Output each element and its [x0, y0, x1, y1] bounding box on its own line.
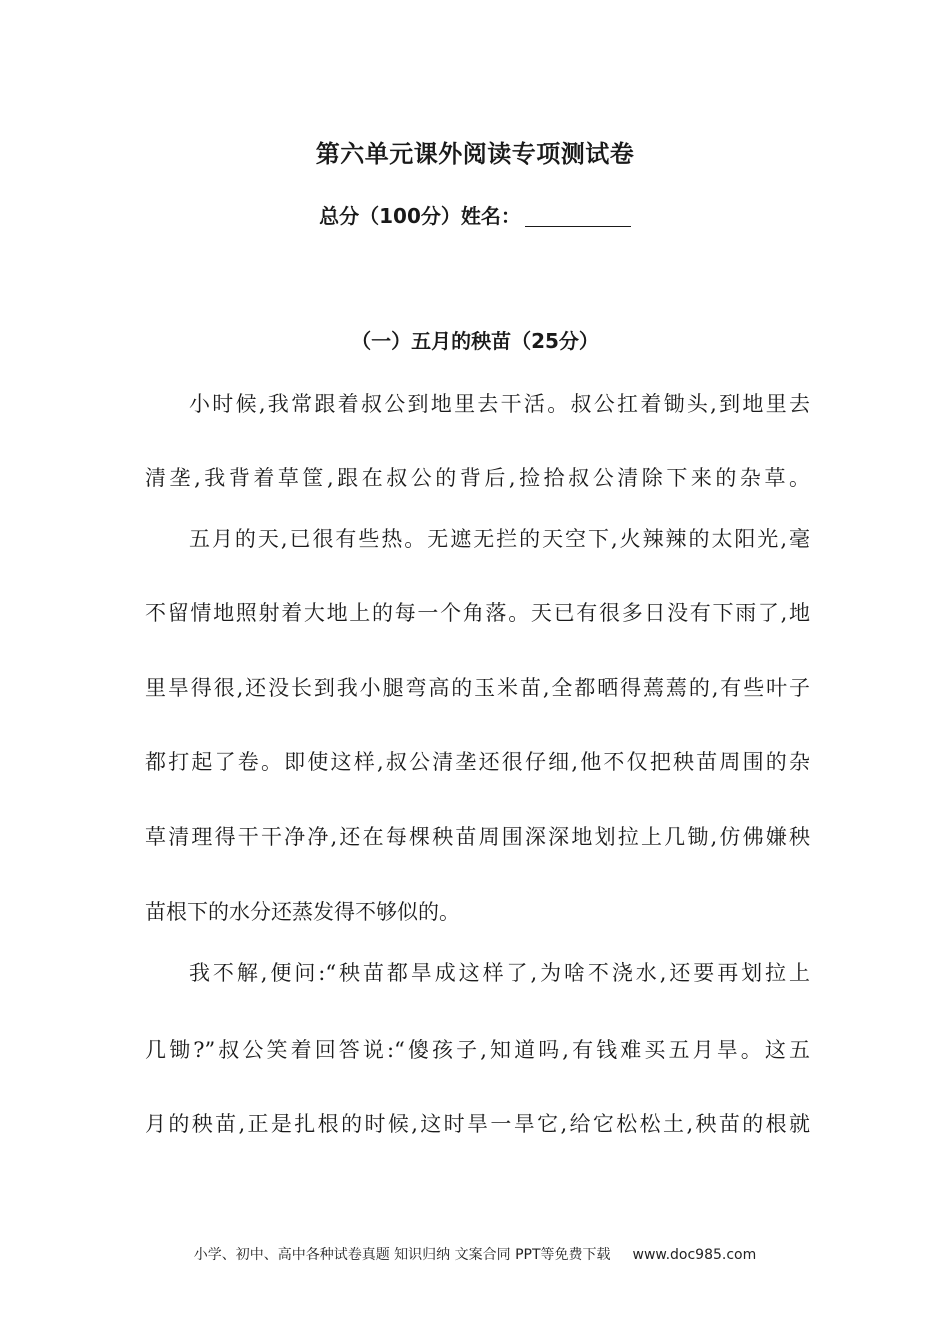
text-line: 苗根下的水分还蒸发得不够似的。 [145, 900, 460, 924]
section-heading: （一）五月的秧苗（25分） [351, 329, 599, 353]
name-blank [525, 204, 631, 227]
text-line: 我不解,便问:“秧苗都旱成这样了,为啥不浇水,还要再划拉上 [189, 961, 810, 985]
text-line: 清垄,我背着草筐,跟在叔公的背后,捡拾叔公清除下来的杂草。 [145, 466, 810, 490]
footer-text: 小学、初中、高中各种试卷真题 知识归纳 文案合同 PPT等免费下载 [193, 1247, 611, 1263]
document-title: 第六单元课外阅读专项测试卷 [315, 140, 635, 168]
text-line: 里旱得很,还没长到我小腿弯高的玉米苗,全都晒得蔫蔫的,有些叶子 [145, 676, 810, 700]
text-line: 不留情地照射着大地上的每一个角落。天已有很多日没有下雨了,地 [145, 601, 810, 625]
text-line: 几锄?”叔公笑着回答说:“傻孩子,知道吗,有钱难买五月旱。这五 [145, 1038, 810, 1062]
text-line: 都打起了卷。即使这样,叔公清垄还很仔细,他不仅把秧苗周围的杂 [145, 750, 810, 774]
text-line: 小时候,我常跟着叔公到地里去干活。叔公扛着锄头,到地里去 [189, 392, 810, 416]
score-label: 总分（100分）姓名： [319, 204, 521, 228]
score-name-line [0, 200, 950, 229]
page-footer [0, 1244, 950, 1264]
text-line: 月的秧苗,正是扎根的时候,这时旱一旱它,给它松松土,秧苗的根就 [145, 1112, 810, 1136]
text-line: 五月的天,已很有些热。无遮无拦的天空下,火辣辣的太阳光,毫 [189, 527, 810, 551]
footer-url[interactable]: www.doc985.com [632, 1247, 757, 1263]
text-line: 草清理得干干净净,还在每棵秧苗周围深深地划拉上几锄,仿佛嫌秧 [145, 825, 810, 849]
